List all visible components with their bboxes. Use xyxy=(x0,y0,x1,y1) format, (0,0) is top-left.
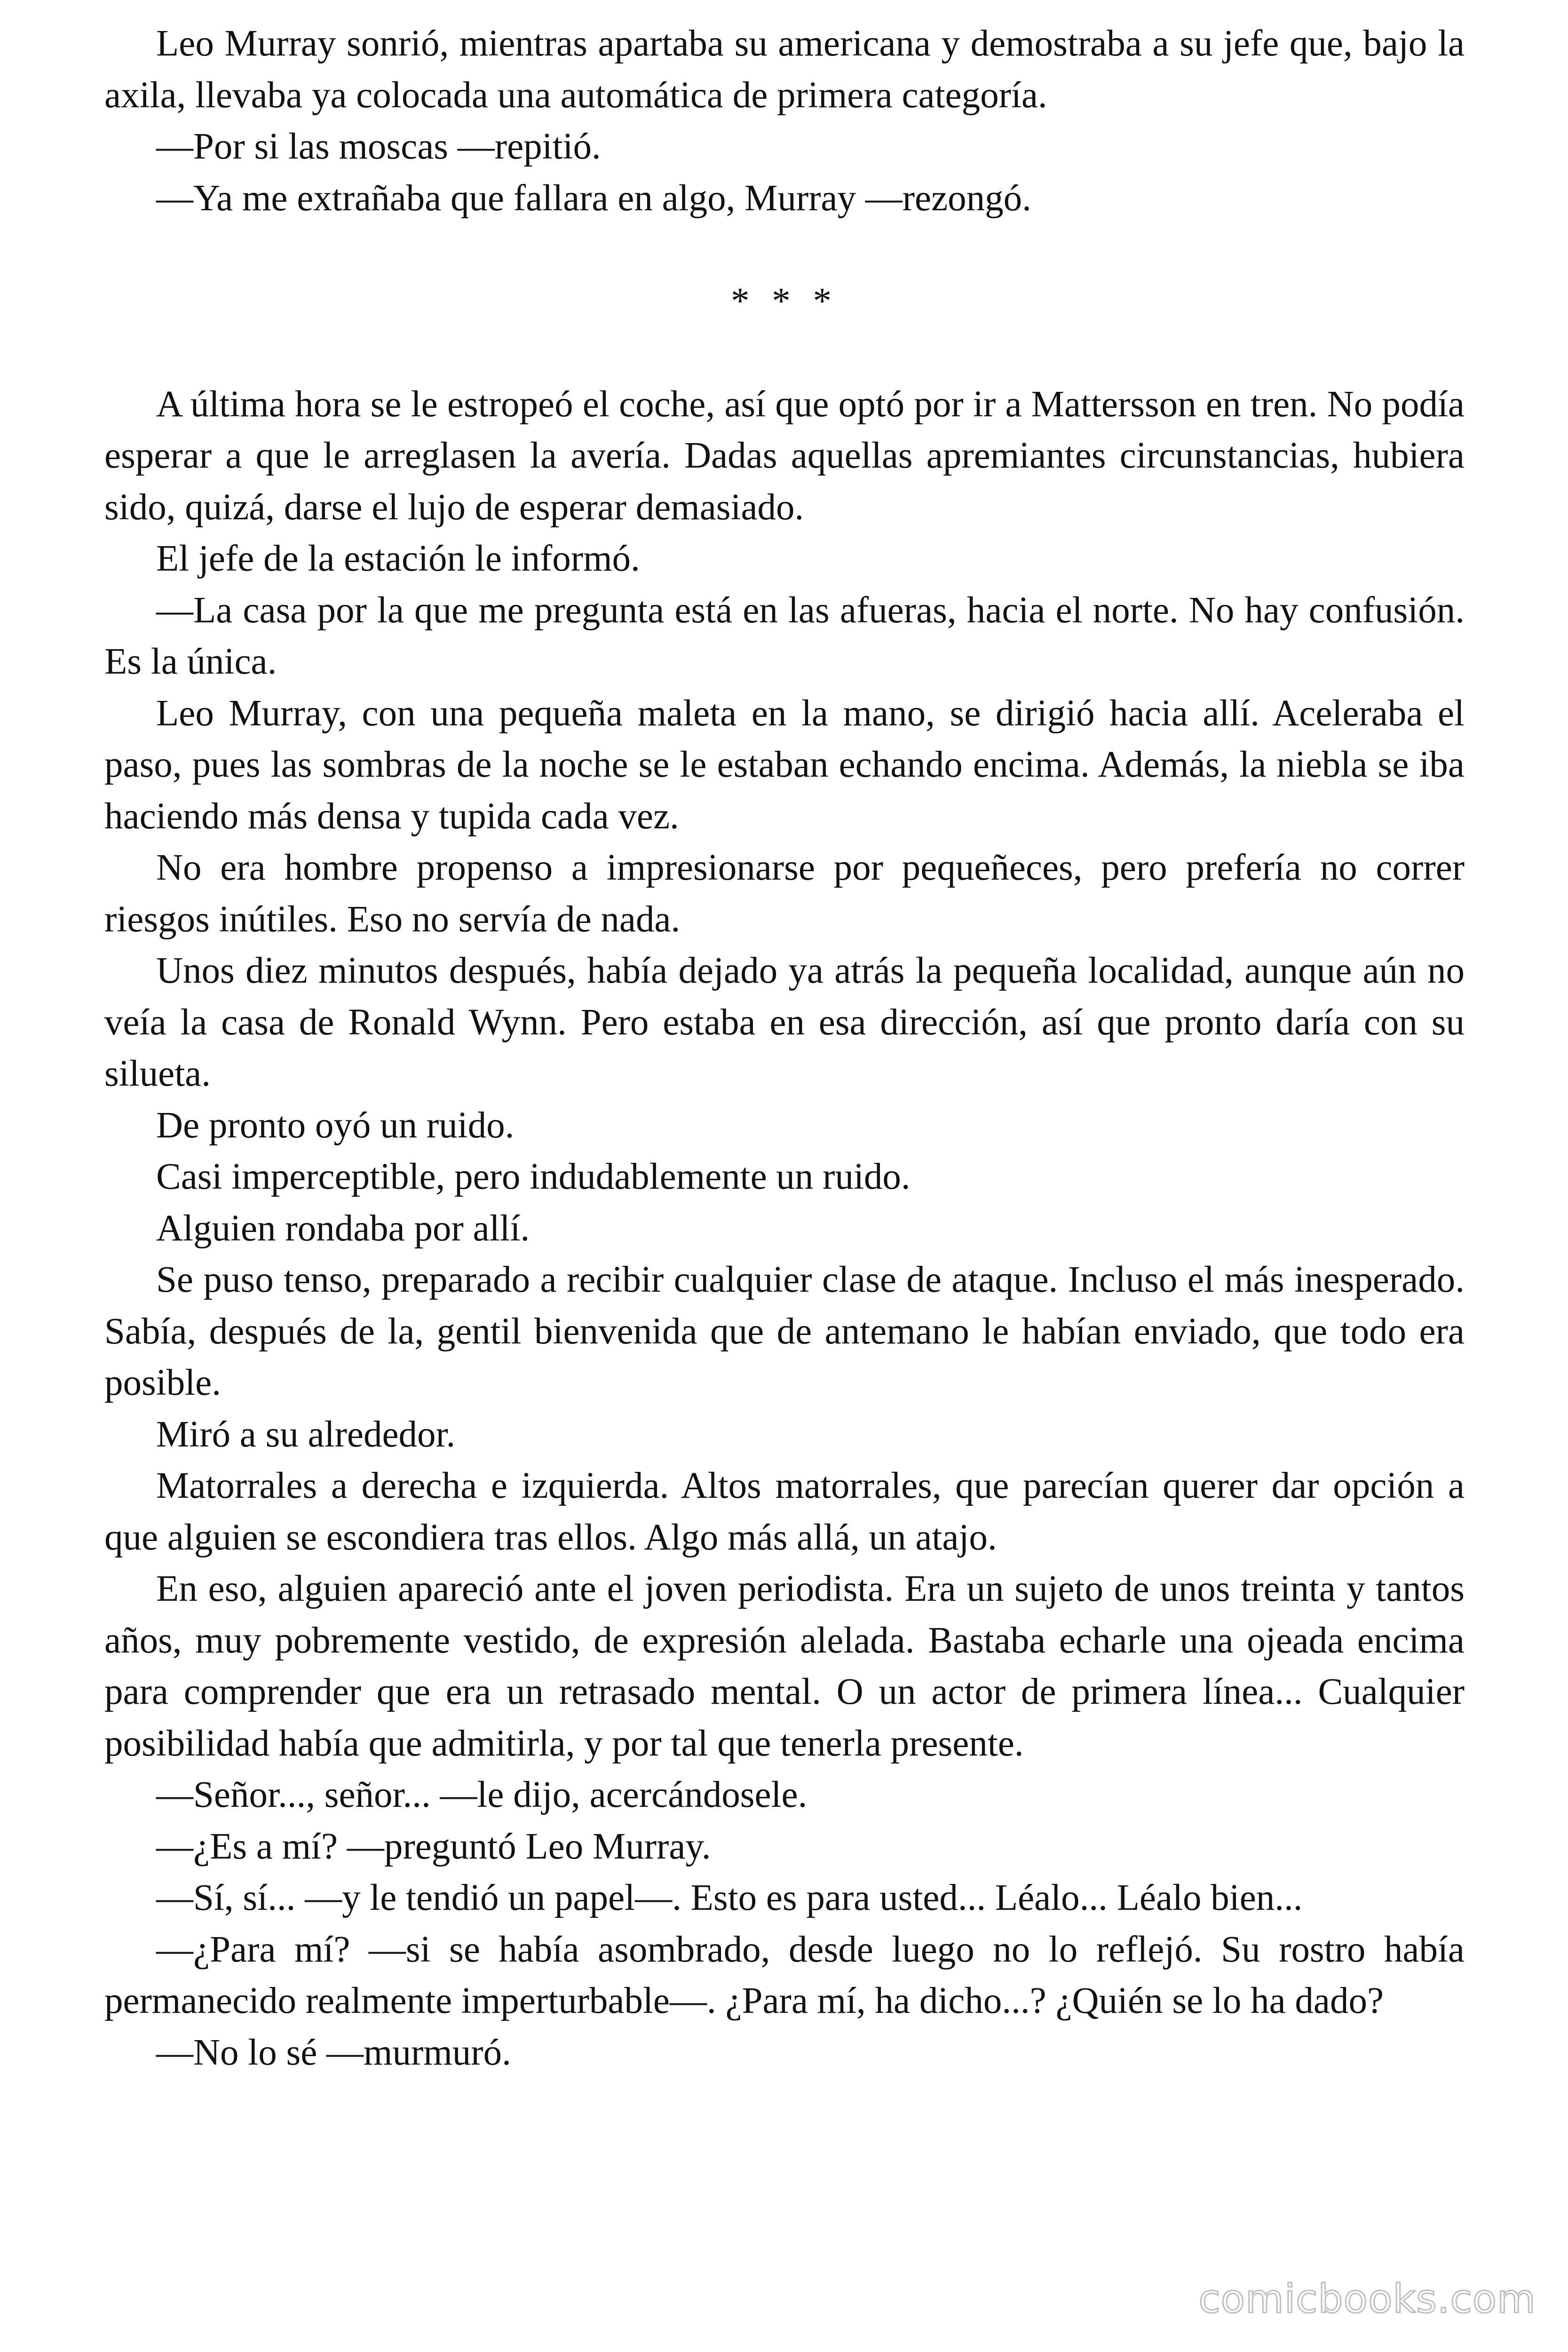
paragraph: —¿Para mí? —si se había asombrado, desde luego no lo reflejó. Su rostro había permanecido realmente imperturbable—. ¿Para mí, ha dicho...? ¿Quién se lo ha dado? xyxy=(104,1929,1465,2021)
paragraph: En eso, alguien apareció ante el joven periodista. Era un sujeto de unos treinta y tantos años, muy pobremente vestido, de expresión alelada. Bastaba echarle una ojeada encima para comprender que era un retrasado mental. O un actor de primera línea... Cualquier posibilidad había que admitirla, y por tal que tenerla presente. xyxy=(104,1568,1465,1764)
paragraph: Leo Murray, con una pequeña maleta en la mano, se dirigió hacia allí. Aceleraba el paso, pues las sombras de la noche se le estaban echando encima. Además, la niebla se iba haciendo más densa y tupida cada vez. xyxy=(104,692,1465,837)
paragraph: —¿Es a mí? —preguntó Leo Murray. xyxy=(156,1826,711,1867)
paragraph: El jefe de la estación le informó. xyxy=(156,538,640,579)
section-separator: * * * xyxy=(731,280,838,322)
watermark: comicbooks.com xyxy=(1198,2276,1536,2322)
paragraph: Casi imperceptible, pero indudablemente un ruido. xyxy=(156,1156,911,1197)
paragraph: —Señor..., señor... —le dijo, acercándosele. xyxy=(156,1774,808,1815)
paragraph: —La casa por la que me pregunta está en las afueras, hacia el norte. No hay confusión. Es la única. xyxy=(104,589,1465,682)
paragraph: —Por si las moscas —repitió. xyxy=(156,126,601,167)
paragraph: —Sí, sí... —y le tendió un papel—. Esto es para usted... Léalo... Léalo bien... xyxy=(156,1877,1303,1918)
paragraph: Alguien rondaba por allí. xyxy=(156,1208,530,1249)
paragraph: Se puso tenso, preparado a recibir cualquier clase de ataque. Incluso el más inesperado. Sabía, después de la, gentil bienvenida que de antemano le habían enviado, que todo era posible. xyxy=(104,1259,1465,1403)
paragraph: De pronto oyó un ruido. xyxy=(156,1104,515,1146)
page-body xyxy=(104,18,1465,2078)
paragraph: No era hombre propenso a impresionarse por pequeñeces, pero prefería no correr riesgos inútiles. Eso no servía de nada. xyxy=(104,847,1465,940)
paragraph: —Ya me extrañaba que fallara en algo, Murray —rezongó. xyxy=(156,177,1031,219)
paragraph: Matorrales a derecha e izquierda. Altos matorrales, que parecían querer dar opción a que alguien se escondiera tras ellos. Algo más allá, un atajo. xyxy=(104,1465,1465,1558)
paragraph: Leo Murray sonrió, mientras apartaba su americana y demostraba a su jefe que, bajo la axila, llevaba ya colocada una automática de primera categoría. xyxy=(104,23,1465,116)
paragraph: Unos diez minutos después, había dejado ya atrás la pequeña localidad, aunque aún no veía la casa de Ronald Wynn. Pero estaba en esa dirección, así que pronto daría con su silueta. xyxy=(104,950,1465,1094)
paragraph: —No lo sé —murmuró. xyxy=(156,2032,511,2073)
paragraph: A última hora se le estropeó el coche, así que optó por ir a Mattersson en tren. No podía esperar a que le arreglasen la avería. Dadas aquellas apremiantes circunstancias, hubiera sido, quizá, darse el lujo de esperar demasiado. xyxy=(104,383,1465,528)
paragraph: Miró a su alrededor. xyxy=(156,1414,456,1455)
